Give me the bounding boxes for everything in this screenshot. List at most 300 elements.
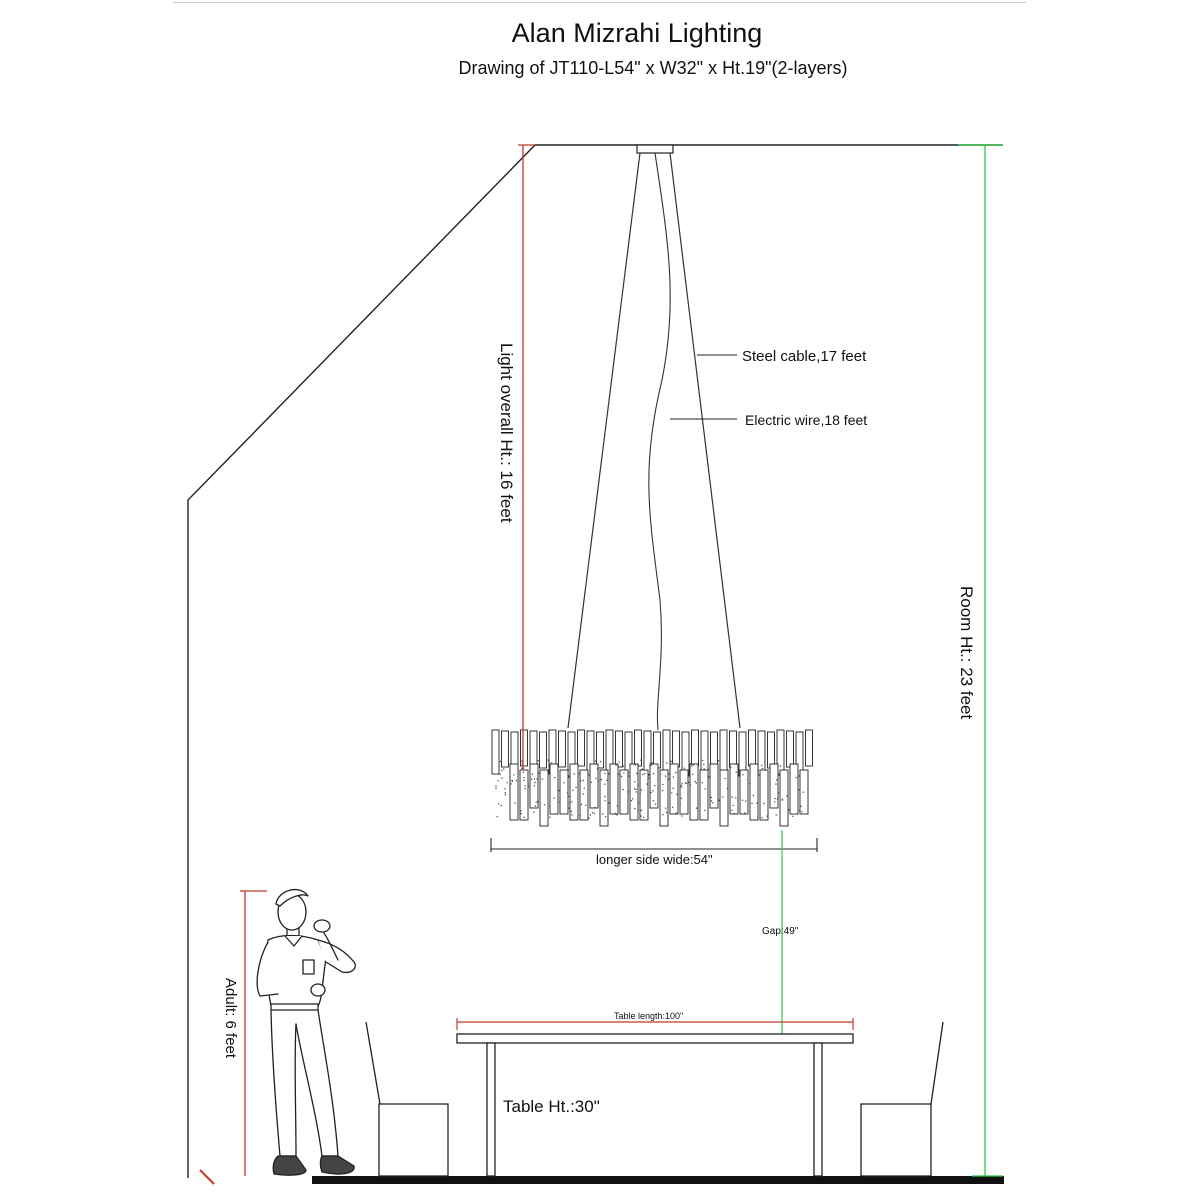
chandelier <box>492 730 816 830</box>
crystal-prism <box>560 770 568 814</box>
crystal-speck <box>676 794 677 795</box>
crystal-speck <box>650 792 651 793</box>
crystal-speck <box>780 765 781 766</box>
crystal-speck <box>751 803 752 804</box>
crystal-speck <box>495 788 496 789</box>
crystal-speck <box>544 804 545 805</box>
steel-cables <box>568 153 740 728</box>
crystal-speck <box>580 815 581 816</box>
crystal-speck <box>733 805 734 806</box>
crystal-speck <box>568 770 569 771</box>
crystal-speck <box>701 782 702 783</box>
crystal-speck <box>638 809 639 810</box>
crystal-speck <box>524 817 525 818</box>
crystal-prism <box>578 730 585 766</box>
crystal-speck <box>588 817 589 818</box>
crystal-speck <box>563 782 564 783</box>
crystal-speck <box>690 763 691 764</box>
crystal-speck <box>654 785 655 786</box>
crystal-speck <box>571 811 572 812</box>
crystal-speck <box>712 802 713 803</box>
crystal-speck <box>782 799 783 800</box>
crystal-speck <box>623 772 624 773</box>
crystal-speck <box>682 783 683 784</box>
crystal-speck <box>653 800 654 801</box>
crystal-speck <box>516 780 517 781</box>
crystal-speck <box>801 806 802 807</box>
crystal-speck <box>503 768 504 769</box>
adult-dimension <box>240 891 267 1176</box>
crystal-speck <box>583 793 584 794</box>
crystal-speck <box>549 806 550 807</box>
crystal-speck <box>648 777 649 778</box>
crystal-prism <box>770 764 778 808</box>
crystal-speck <box>642 774 643 775</box>
crystal-speck <box>641 789 642 790</box>
crystal-speck <box>702 760 703 761</box>
steel-cable-label: Steel cable,17 feet <box>742 348 867 365</box>
crystal-speck <box>640 815 641 816</box>
crystal-speck <box>681 787 682 788</box>
crystal-speck <box>618 774 619 775</box>
crystal-speck <box>673 776 674 777</box>
crystal-speck <box>619 761 620 762</box>
crystal-speck <box>655 803 656 804</box>
crystal-speck <box>652 790 653 791</box>
electric-wire-label: Electric wire,18 feet <box>745 412 868 428</box>
crystal-speck <box>581 804 582 805</box>
crystal-prism <box>673 731 680 767</box>
crystal-speck <box>691 765 692 766</box>
crystal-speck <box>797 770 798 771</box>
crystal-speck <box>688 782 689 783</box>
crystal-speck <box>747 779 748 780</box>
crystal-speck <box>636 773 637 774</box>
crystal-speck <box>532 774 533 775</box>
crystal-speck <box>568 777 569 778</box>
crystal-speck <box>666 762 667 763</box>
gap-label: Gap:49" <box>762 926 799 937</box>
chair-right <box>861 1022 943 1176</box>
light-overall-label: Light overall Ht.: 16 feet <box>497 343 516 523</box>
crystal-speck <box>680 785 681 786</box>
crystal-speck <box>742 800 743 801</box>
crystal-speck <box>769 783 770 784</box>
crystal-speck <box>506 782 507 783</box>
crystal-speck <box>528 786 529 787</box>
adult-figure <box>257 890 355 1176</box>
crystal-speck <box>594 813 595 814</box>
crystal-speck <box>595 761 596 762</box>
crystal-speck <box>651 765 652 766</box>
crystal-speck <box>584 788 585 789</box>
crystal-speck <box>649 774 650 775</box>
crystal-speck <box>789 773 790 774</box>
crystal-speck <box>634 808 635 809</box>
crystal-speck <box>779 775 780 776</box>
crystal-speck <box>690 784 691 785</box>
crystal-speck <box>643 817 644 818</box>
crystal-speck <box>744 812 745 813</box>
crystal-speck <box>568 808 569 809</box>
crystal-speck <box>711 800 712 801</box>
crystal-prism <box>739 732 746 776</box>
crystal-speck <box>646 783 647 784</box>
crystal-speck <box>675 772 676 773</box>
crystal-prism <box>806 730 813 766</box>
electric-wire <box>649 153 670 730</box>
crystal-speck <box>514 802 515 803</box>
crystal-speck <box>764 761 765 762</box>
crystal-prism <box>730 731 737 767</box>
crystal-speck <box>501 777 502 778</box>
crystal-speck <box>571 801 572 802</box>
crystal-prism <box>740 770 748 814</box>
crystal-speck <box>622 789 623 790</box>
crystal-speck <box>703 764 704 765</box>
crystal-prism <box>660 770 668 826</box>
crystal-speck <box>635 791 636 792</box>
crystal-speck <box>592 812 593 813</box>
crystal-speck <box>583 780 584 781</box>
crystal-speck <box>542 778 543 779</box>
crystal-speck <box>535 805 536 806</box>
crystal-speck <box>523 777 524 778</box>
floor-marker <box>200 1170 214 1184</box>
crystal-speck <box>735 763 736 764</box>
crystal-speck <box>758 770 759 771</box>
crystal-speck <box>803 792 804 793</box>
crystal-speck <box>795 777 796 778</box>
crystal-speck <box>799 795 800 796</box>
crystal-prism <box>680 770 688 814</box>
crystal-speck <box>574 773 575 774</box>
crystal-speck <box>632 798 633 799</box>
crystal-speck <box>529 788 530 789</box>
crystal-speck <box>510 783 511 784</box>
crystal-speck <box>538 760 539 761</box>
crystal-prism <box>690 764 698 820</box>
crystal-speck <box>763 803 764 804</box>
crystal-prism <box>768 732 775 768</box>
crystal-speck <box>580 780 581 781</box>
crystal-speck <box>617 805 618 806</box>
crystal-speck <box>600 761 601 762</box>
crystal-prism <box>540 770 548 826</box>
crystal-speck <box>708 769 709 770</box>
crystal-speck <box>559 790 560 791</box>
crystal-speck <box>796 759 797 760</box>
crystal-speck <box>505 792 506 793</box>
crystal-speck <box>696 782 697 783</box>
crystal-speck <box>501 770 502 771</box>
crystal-speck <box>567 792 568 793</box>
crystal-speck <box>749 783 750 784</box>
crystal-speck <box>756 802 757 803</box>
crystal-speck <box>528 783 529 784</box>
crystal-speck <box>757 816 758 817</box>
crystal-speck <box>548 760 549 761</box>
crystal-prism <box>700 770 708 820</box>
crystal-speck <box>595 778 596 779</box>
table-length-label: Table length:100" <box>614 1011 684 1021</box>
crystal-speck <box>730 767 731 768</box>
crystal-speck <box>616 814 617 815</box>
crystal-speck <box>604 784 605 785</box>
crystal-speck <box>604 796 605 797</box>
crystal-speck <box>524 780 525 781</box>
crystal-speck <box>602 813 603 814</box>
crystal-prism <box>597 732 604 768</box>
crystal-speck <box>533 811 534 812</box>
crystal-speck <box>641 810 642 811</box>
page-title: Alan Mizrahi Lighting <box>511 18 763 48</box>
crystal-speck <box>536 778 537 779</box>
crystal-speck <box>631 800 632 801</box>
crystal-speck <box>524 785 525 786</box>
crystal-speck <box>640 810 641 811</box>
room-height-label: Room Ht.: 23 feet <box>957 586 976 720</box>
crystal-prism <box>610 764 618 814</box>
crystal-speck <box>696 807 697 808</box>
crystal-prism <box>630 764 638 820</box>
crystal-prism <box>749 730 756 766</box>
crystal-prism <box>750 764 758 820</box>
crystal-speck <box>549 817 550 818</box>
crystal-speck <box>792 816 793 817</box>
crystal-speck <box>520 810 521 811</box>
crystal-speck <box>640 791 641 792</box>
crystal-speck <box>623 766 624 767</box>
crystal-prism <box>720 770 728 826</box>
crystal-prism <box>650 764 658 808</box>
crystal-speck <box>615 813 616 814</box>
crystal-speck <box>788 809 789 810</box>
crystal-speck <box>523 772 524 773</box>
crystal-speck <box>742 774 743 775</box>
crystal-speck <box>693 764 694 765</box>
chair-left <box>366 1022 448 1176</box>
crystal-speck <box>569 802 570 803</box>
crystal-speck <box>666 812 667 813</box>
crystal-speck <box>681 815 682 816</box>
crystal-speck <box>767 816 768 817</box>
crystal-speck <box>579 773 580 774</box>
crystal-speck <box>521 761 522 762</box>
crystal-speck <box>498 780 499 781</box>
crystal-speck <box>534 778 535 779</box>
crystal-speck <box>761 817 762 818</box>
crystal-speck <box>604 773 605 774</box>
crystal-speck <box>718 760 719 761</box>
crystal-speck <box>598 780 599 781</box>
crystal-speck <box>606 780 607 781</box>
adult-label: Adult: 6 feet <box>222 978 239 1059</box>
crystal-speck <box>705 788 706 789</box>
crystal-speck <box>615 765 616 766</box>
crystal-speck <box>688 766 689 767</box>
crystal-speck <box>638 802 639 803</box>
table-height-label: Table Ht.:30" <box>503 1097 600 1116</box>
crystal-speck <box>731 810 732 811</box>
crystal-speck <box>718 800 719 801</box>
light-overall-dimension <box>518 145 535 770</box>
crystal-speck <box>737 764 738 765</box>
crystal-speck <box>638 785 639 786</box>
crystal-speck <box>500 761 501 762</box>
crystal-prism <box>670 764 678 814</box>
crystal-prism <box>654 732 661 768</box>
crystal-speck <box>665 808 666 809</box>
floor <box>312 1176 1004 1184</box>
crystal-speck <box>601 779 602 780</box>
crystal-speck <box>634 788 635 789</box>
crystal-speck <box>534 782 535 783</box>
crystal-speck <box>505 794 506 795</box>
crystal-speck <box>594 807 595 808</box>
crystal-speck <box>575 787 576 788</box>
crystal-speck <box>549 762 550 763</box>
crystal-prism <box>682 732 689 776</box>
crystal-prism <box>492 730 499 774</box>
crystal-speck <box>521 768 522 769</box>
crystal-speck <box>695 781 696 782</box>
crystal-speck <box>671 792 672 793</box>
crystal-speck <box>786 795 787 796</box>
crystal-speck <box>597 769 598 770</box>
crystal-speck <box>662 790 663 791</box>
crystal-speck <box>711 797 712 798</box>
crystal-speck <box>776 814 777 815</box>
crystal-speck <box>662 814 663 815</box>
crystal-prism <box>790 764 798 814</box>
crystal-speck <box>665 776 666 777</box>
crystal-speck <box>692 774 693 775</box>
crystal-prism <box>540 732 547 768</box>
crystal-speck <box>762 768 763 769</box>
crystal-speck <box>722 796 723 797</box>
crystal-speck <box>777 798 778 799</box>
crystal-speck <box>591 782 592 783</box>
crystal-speck <box>554 777 555 778</box>
ceiling-canopy <box>637 145 673 153</box>
crystal-speck <box>537 800 538 801</box>
crystal-prism <box>760 770 768 820</box>
crystal-speck <box>621 776 622 777</box>
crystal-speck <box>680 804 681 805</box>
crystal-speck <box>745 767 746 768</box>
crystal-speck <box>676 812 677 813</box>
crystal-speck <box>501 805 502 806</box>
crystal-speck <box>628 791 629 792</box>
page-subtitle: Drawing of JT110-L54" x W32" x Ht.19"(2-layers) <box>458 58 848 78</box>
crystal-speck <box>513 774 514 775</box>
crystal-speck <box>628 772 629 773</box>
crystal-speck <box>559 802 560 803</box>
crystal-prism <box>640 770 648 820</box>
crystal-prism <box>580 770 588 820</box>
crystal-speck <box>745 800 746 801</box>
crystal-speck <box>590 814 591 815</box>
crystal-speck <box>553 797 554 798</box>
crystal-speck <box>668 779 669 780</box>
crystal-speck <box>585 805 586 806</box>
crystal-prism <box>787 731 794 767</box>
crystal-speck <box>775 783 776 784</box>
crystal-prism <box>692 730 699 766</box>
crystal-speck <box>651 762 652 763</box>
crystal-speck <box>644 773 645 774</box>
crystal-speck <box>704 810 705 811</box>
crystal-prism <box>510 764 518 820</box>
crystal-speck <box>635 764 636 765</box>
crystal-speck <box>685 782 686 783</box>
crystal-speck <box>568 796 569 797</box>
crystal-speck <box>521 813 522 814</box>
crystal-speck <box>531 778 532 779</box>
crystal-speck <box>797 778 798 779</box>
crystal-speck <box>653 773 654 774</box>
crystal-speck <box>735 797 736 798</box>
crystal-speck <box>511 780 512 781</box>
crystal-speck <box>642 768 643 769</box>
crystal-prism <box>590 764 598 808</box>
crystal-speck <box>776 779 777 780</box>
crystal-prism <box>730 764 738 814</box>
crystal-speck <box>684 768 685 769</box>
crystal-speck <box>727 788 728 789</box>
crystal-speck <box>774 801 775 802</box>
crystal-speck <box>672 807 673 808</box>
crystal-speck <box>534 785 535 786</box>
crystal-speck <box>672 788 673 789</box>
crystal-speck <box>801 811 802 812</box>
crystal-prism <box>758 731 765 775</box>
crystal-speck <box>638 765 639 766</box>
crystal-speck <box>536 802 537 803</box>
crystal-speck <box>734 813 735 814</box>
crystal-speck <box>634 781 635 782</box>
crystal-speck <box>761 765 762 766</box>
crystal-speck <box>778 792 779 793</box>
crystal-prism <box>550 764 558 814</box>
crystal-speck <box>736 771 737 772</box>
crystal-speck <box>660 773 661 774</box>
crystal-speck <box>732 796 733 797</box>
crystal-speck <box>704 768 705 769</box>
crystal-speck <box>774 798 775 799</box>
crystal-prism <box>720 730 727 774</box>
crystal-speck <box>604 800 605 801</box>
crystal-prism <box>711 732 718 768</box>
crystal-prism <box>600 770 608 826</box>
crystal-prism <box>780 770 788 826</box>
crystal-speck <box>538 772 539 773</box>
crystal-prism <box>663 730 670 774</box>
crystal-speck <box>662 784 663 785</box>
crystal-speck <box>635 789 636 790</box>
crystal-speck <box>799 789 800 790</box>
crystal-speck <box>799 810 800 811</box>
crystal-speck <box>498 803 499 804</box>
crystal-speck <box>681 798 682 799</box>
crystal-speck <box>571 814 572 815</box>
crystal-speck <box>724 778 725 779</box>
longer-side-label: longer side wide:54" <box>596 852 713 867</box>
crystal-speck <box>709 769 710 770</box>
crystal-speck <box>504 788 505 789</box>
crystal-speck <box>671 761 672 762</box>
